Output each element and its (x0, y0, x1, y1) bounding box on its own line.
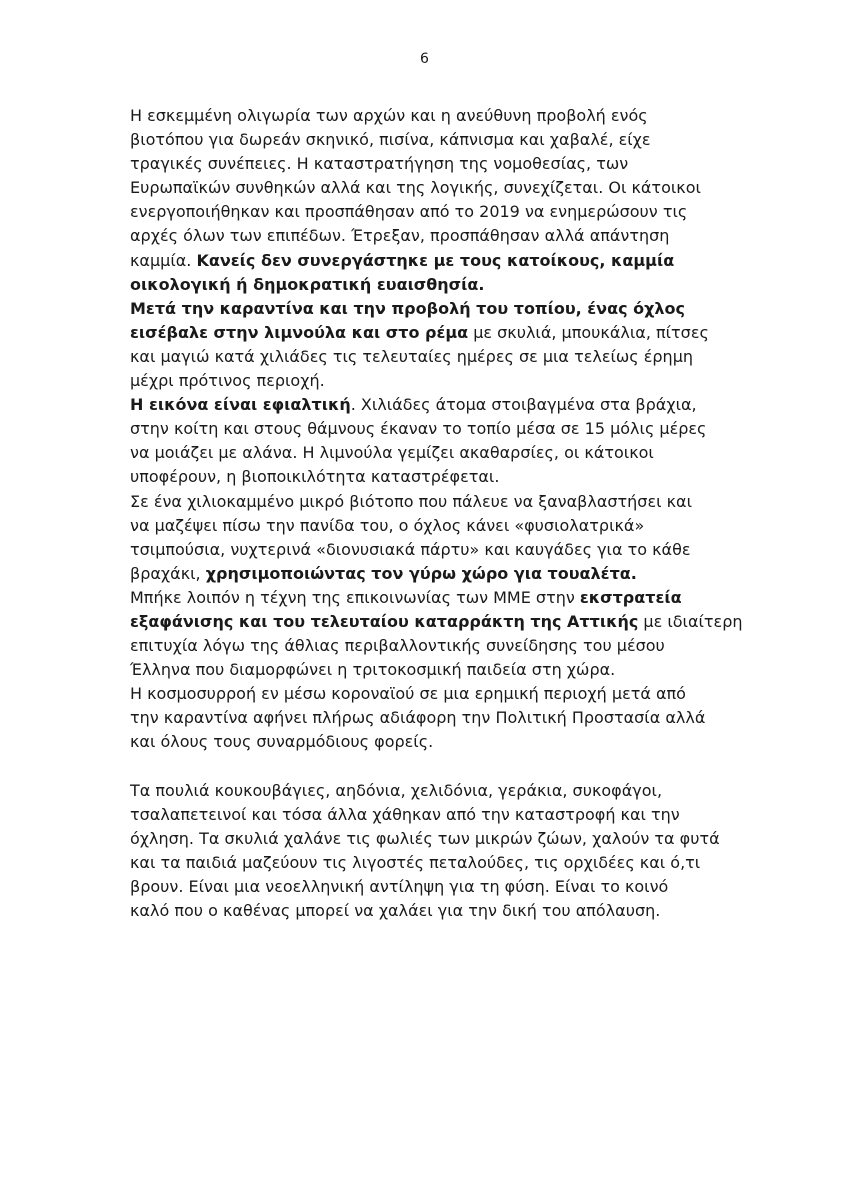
text-line (130, 200, 730, 224)
text-run: υποφέρουν, η βιοποικιλότητα καταστρέφεται. (130, 467, 500, 487)
text-line (130, 249, 730, 273)
text-line (130, 128, 730, 152)
text-run: μέχρι πρότινος περιοχή. (130, 371, 325, 391)
text-run: με ιδιαίτερη (638, 611, 743, 631)
bold-text-run: Κανείς δεν συνεργάστηκε με τους κατοίκους, καμμία (196, 250, 675, 270)
text-line (130, 490, 730, 514)
text-line (130, 224, 730, 248)
text-run: με σκυλιά, μπουκάλια, πίτσες (468, 322, 709, 342)
text-run: Μπήκε λοιπόν η τέχνη της επικοινωνίας των ΜΜΕ στην (130, 587, 580, 607)
text-line (130, 610, 743, 634)
text-run: καμμία. (130, 250, 197, 270)
text-line (130, 321, 730, 345)
paragraph-block-1 (130, 104, 743, 755)
text-line (130, 441, 730, 465)
text-line (130, 706, 730, 730)
text-line (130, 658, 730, 682)
text-line (130, 393, 730, 417)
text-run: την καραντίνα αφήνει πλήρως αδιάφορη την Πολιτική Προστασία αλλά (130, 708, 706, 728)
text-run: όχληση. Τα σκυλιά χαλάνε τις φωλιές των μικρών ζώων, χαλούν τα φυτά (130, 828, 720, 848)
text-line (130, 682, 730, 706)
text-line (130, 899, 730, 923)
text-run: καλό που ο καθένας μπορεί να χαλάει για την δική του απόλαυση. (130, 901, 661, 920)
text-line (130, 273, 730, 297)
text-run: . Χιλιάδες άτομα στοιβαγμένα στα βράχια, (350, 395, 697, 415)
text-run: βιοτόπου για δωρεάν σκηνικό, πισίνα, κάπνισμα και χαβαλέ, είχε (130, 130, 651, 150)
text-run: επιτυχία λόγω της άθλιας περιβαλλοντικής συνείδησης του μέσου (130, 636, 665, 656)
text-run: Έλληνα που διαμορφώνει η τριτοκοσμική παιδεία στη χώρα. (130, 660, 616, 680)
text-line (130, 779, 730, 803)
text-line (130, 875, 730, 899)
text-run: στην κοίτη και στους θάμνους έκαναν το τοπίο μέσα σε 15 μόλις μέρες (130, 419, 707, 439)
paragraph-gap (130, 755, 730, 779)
text-run: να μαζέψει πίσω την πανίδα του, ο όχλος κάνει «φυσιολατρικά» (130, 515, 645, 535)
text-line (130, 152, 730, 176)
text-line (130, 369, 730, 393)
paragraph-block-2 (130, 779, 730, 924)
bold-text-run: εισέβαλε στην λιμνούλα και στο ρέμα (130, 322, 469, 342)
text-line (130, 465, 730, 489)
text-line (130, 586, 730, 610)
text-run: Σε ένα χιλιοκαμμένο μικρό βιότοπο που πάλευε να ξαναβλαστήσει και (130, 491, 692, 511)
text-run: βραχάκι, (130, 563, 206, 583)
text-line (130, 538, 730, 562)
text-run: ενεργοποιήθηκαν και προσπάθησαν από το 2019 να ενημερώσουν τις (130, 202, 688, 222)
text-run: να μοιάζει με αλάνα. Η λιμνούλα γεμίζει ακαθαρσίες, οι κάτοικοι (130, 443, 654, 463)
bold-text-run: εκστρατεία (579, 587, 682, 607)
text-line (130, 345, 730, 369)
text-line (130, 104, 730, 128)
text-line (130, 417, 730, 441)
text-run: βρουν. Είναι μια νεοελληνική αντίληψη για τη φύση. Είναι το κοινό (130, 876, 669, 896)
text-line (130, 514, 730, 538)
page-number: 6 (420, 51, 429, 67)
text-run: και όλους τους συναρμόδιους φορείς. (130, 732, 434, 752)
text-run: και τα παιδιά μαζεύουν τις λιγοστές πεταλούδες, τις ορχιδέες και ό,τι (130, 852, 701, 872)
bold-text-run: οικολογική ή δημοκρατική ευαισθησία. (130, 274, 485, 294)
bold-text-run: Η εικόνα είναι εφιαλτική (130, 395, 351, 415)
text-run: τσιμπούσια, νυχτερινά «διονυσιακά πάρτυ» και καυγάδες για το κάθε (130, 539, 691, 559)
text-run: και μαγιώ κατά χιλιάδες τις τελευταίες ημέρες σε μια τελείως έρημη (130, 346, 694, 366)
text-line (130, 803, 730, 827)
text-line (130, 634, 730, 658)
bold-text-run: εξαφάνισης και του τελευταίου καταρράκτη της Αττικής (130, 611, 639, 631)
text-line (130, 730, 730, 754)
bold-text-run: Μετά την καραντίνα και την προβολή του τοπίου, ένας όχλος (130, 298, 686, 318)
text-run: αρχές όλων των επιπέδων. Έτρεξαν, προσπάθησαν αλλά απάντηση (130, 226, 670, 246)
bold-text-run: χρησιμοποιώντας τον γύρω χώρο για τουαλέτα. (205, 563, 637, 583)
text-line (130, 297, 730, 321)
text-run: Τα πουλιά κουκουβάγιες, αηδόνια, χελιδόνια, γεράκια, συκοφάγοι, (130, 780, 663, 800)
text-run: τσαλαπετεινοί και τόσα άλλα χάθηκαν από την καταστροφή και την (130, 804, 680, 824)
document-body (130, 104, 743, 923)
text-line (130, 176, 730, 200)
text-run: τραγικές συνέπειες. Η καταστρατήγηση της νομοθεσίας, των (130, 154, 629, 174)
text-line (130, 827, 730, 851)
text-run: Η κοσμοσυρροή εν μέσω κοροναϊού σε μια ερημική περιοχή μετά από (130, 684, 686, 704)
text-run: Ευρωπαϊκών συνθηκών αλλά και της λογικής, συνεχίζεται. Οι κάτοικοι (130, 178, 701, 198)
text-run: Η εσκεμμένη ολιγωρία των αρχών και η ανεύθυνη προβολή ενός (130, 106, 648, 125)
text-line (130, 851, 730, 875)
text-line (130, 562, 730, 586)
